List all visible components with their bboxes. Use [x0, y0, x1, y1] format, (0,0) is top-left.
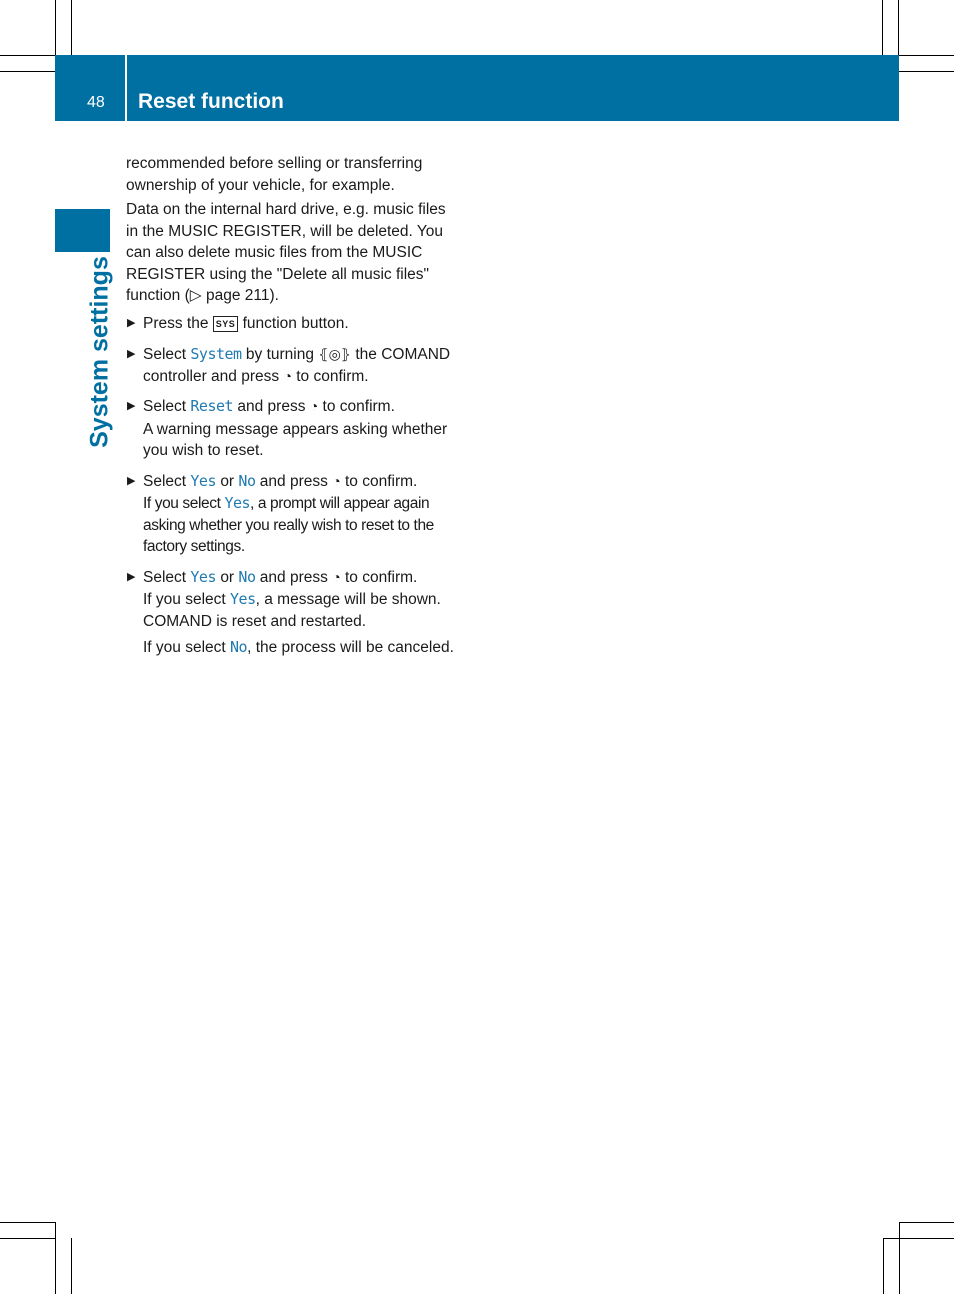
intro-paragraph: recommended before selling or transferring ownership of your vehicle, for example.	[126, 155, 423, 194]
menu-keyword: System	[190, 345, 242, 363]
menu-keyword: No	[238, 471, 256, 490]
instruction-step: ▶ Select System by turning ⦃◎⦄ the COMAND controller and press ◔ to confirm.	[127, 345, 451, 385]
step-arrow-icon: ▶	[127, 348, 136, 360]
crop-mark	[71, 0, 72, 55]
sys-button-icon: SYS	[213, 316, 239, 332]
press-controller-icon: ◔	[309, 398, 319, 414]
crop-mark	[899, 1222, 954, 1223]
crop-mark	[0, 71, 55, 72]
step-arrow-icon: ▶	[127, 474, 136, 487]
page-number: 48	[87, 94, 105, 111]
side-tab-marker	[55, 209, 110, 252]
menu-keyword: Yes	[224, 494, 251, 512]
rotate-controller-icon: ⦃◎⦄	[318, 346, 352, 362]
step-result: If you select No, the process will be canceled.	[143, 638, 454, 656]
instruction-step: ▶ Select Yes or No and press ◔ to confirm. If you select Yes, a prompt will appear again asking whether you really wish to reset to the factory settings.	[126, 471, 460, 558]
crop-mark	[71, 1238, 72, 1294]
menu-keyword: Yes	[230, 590, 256, 608]
crop-mark	[883, 1238, 884, 1294]
press-controller-icon: ◔	[332, 472, 341, 489]
menu-keyword: Yes	[190, 567, 216, 586]
instruction-step: ▶ Select Reset and press ◔ to confirm. A warning message appears asking whether you wish to reset.	[126, 396, 460, 462]
crop-mark	[899, 55, 954, 56]
step-result: If you select Yes, a message will be shown. COMAND is reset and restarted.	[143, 590, 441, 630]
menu-keyword: Yes	[190, 471, 216, 490]
step-result: A warning message appears asking whether you wish to reset.	[143, 420, 448, 459]
crop-mark	[0, 55, 55, 56]
crop-mark	[898, 0, 899, 55]
section-title: Reset function	[138, 90, 284, 113]
menu-keyword: No	[230, 638, 248, 656]
body-text	[126, 153, 460, 668]
press-controller-icon: ◔	[332, 568, 341, 585]
crop-mark	[0, 1222, 55, 1223]
step-result: If you select Yes, a prompt will appear again asking whether you really wish to reset to the factory settings.	[143, 494, 434, 555]
step-arrow-icon: ▶	[127, 316, 136, 329]
step-arrow-icon: ▶	[127, 570, 136, 583]
header-divider	[125, 55, 127, 121]
crop-mark	[899, 71, 954, 72]
step-arrow-icon: ▶	[127, 400, 136, 412]
crop-mark	[883, 1238, 954, 1239]
crop-mark	[882, 0, 883, 55]
press-controller-icon: ◔	[283, 367, 292, 384]
chapter-label: System settings	[85, 256, 114, 448]
crop-mark	[55, 1222, 56, 1294]
crop-mark	[899, 1222, 900, 1294]
intro-paragraph: Data on the internal hard drive, e.g. music files in the MUSIC REGISTER, will be deleted. You can also delete music files from the MUSIC REGISTER using the "Delete all music files" function (▷ page 211).	[126, 201, 446, 304]
menu-keyword: No	[238, 567, 256, 586]
instruction-step: ▶ Select Yes or No and press ◔ to confirm. If you select Yes, a message will be shown. COMAND is reset and restarted. If you select No, the process will be canceled.	[126, 567, 460, 659]
crop-mark	[55, 0, 56, 55]
menu-keyword: Reset	[190, 397, 234, 415]
instruction-step: ▶ Press the SYS function button.	[126, 313, 460, 335]
crop-mark	[0, 1238, 55, 1239]
